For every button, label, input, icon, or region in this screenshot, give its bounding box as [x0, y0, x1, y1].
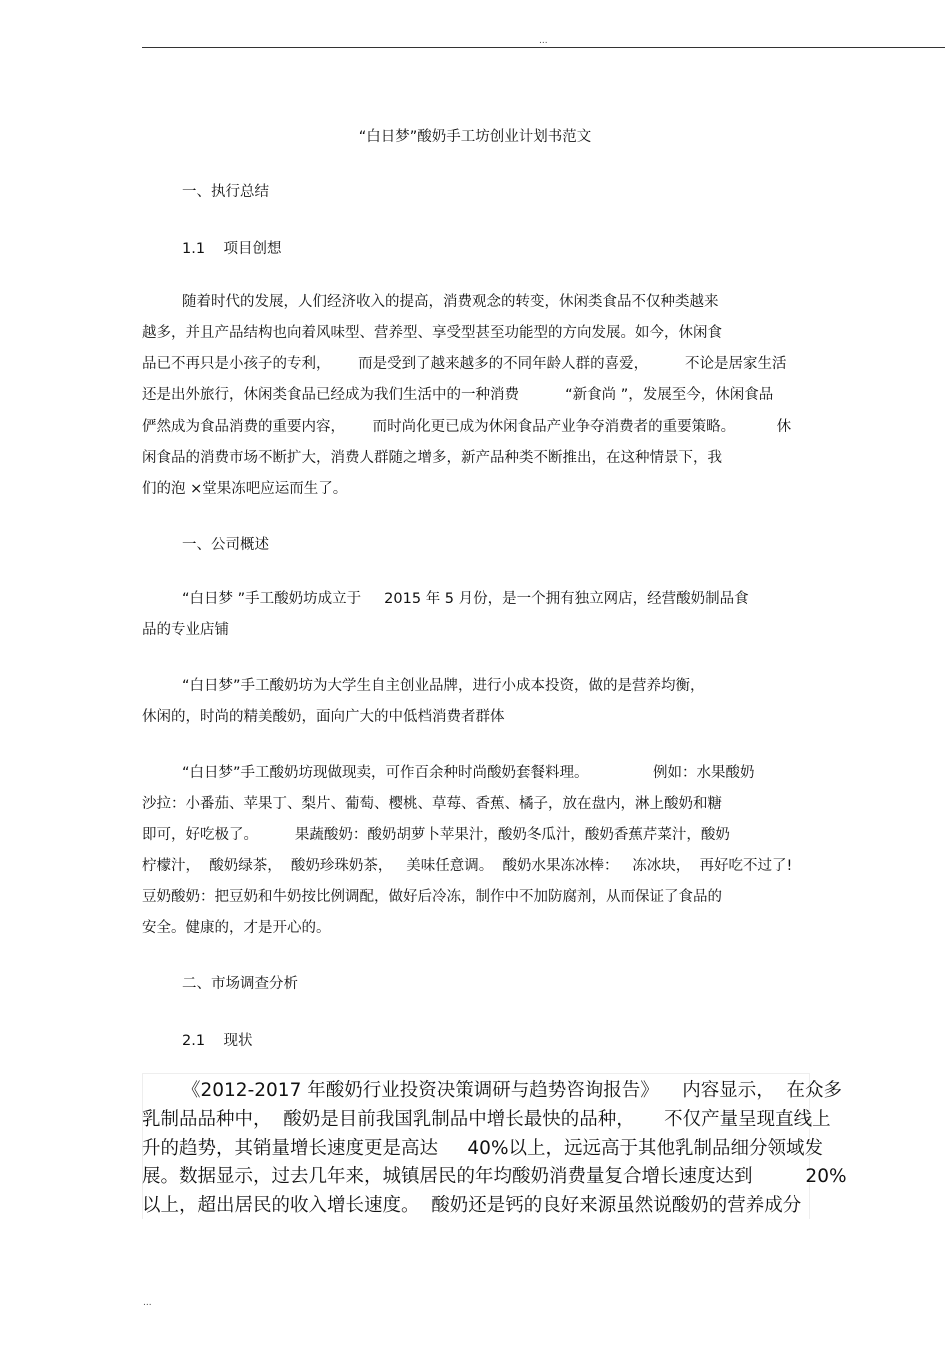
- paragraph-line: 升的趋势，其销量增长速度更是高达 40%以上，远远高于其他乳制品细分领域发: [142, 1138, 824, 1159]
- paragraph-line: “白日梦”手工酸奶坊为大学生自主创业品牌，进行小成本投资，做的是营养均衡，: [182, 678, 705, 694]
- paragraph-line: 还是出外旅行，休闲类食品已经成为我们生活中的一种消费 “新食尚 ”，发展至今，休闲食品: [142, 387, 774, 403]
- section-heading: 一、执行总结: [182, 184, 269, 200]
- paragraph-line: 展。数据显示，过去几年来，城镇居民的年均酸奶消费量复合增长速度达到 20%: [142, 1166, 847, 1187]
- paragraph-line: 闲食品的消费市场不断扩大，消费人群随之增多，新产品种类不断推出，在这种情景下，我: [142, 450, 722, 466]
- subsection-heading: 2.1 现状: [182, 1033, 253, 1049]
- paragraph-line: 《2012-2017 年酸奶行业投资决策调研与趋势咨询报告》 内容显示， 在众多: [182, 1080, 843, 1101]
- paragraph-line: 安全。健康的，才是开心的。: [142, 920, 331, 936]
- paragraph-line: “白日梦 ”手工酸奶坊成立于 2015 年 5 月份，是一个拥有独立网店，经营酸奶制品食: [182, 591, 749, 607]
- paragraph-line: 们的泡 ×堂果冻吧应运而生了。: [142, 481, 348, 497]
- subsection-heading: 1.1 项目创想: [182, 241, 282, 257]
- paragraph-line: 沙拉：小番茄、苹果丁、梨片、葡萄、樱桃、草莓、香蕉、橘子，放在盘内，淋上酸奶和糖: [142, 796, 722, 812]
- paragraph-line: 品已不再只是小孩子的专利， 而是受到了越来越多的不同年龄人群的喜爱， 不论是居家生活: [142, 356, 787, 372]
- header-dots: ...: [539, 36, 548, 46]
- paragraph-line: 以上，超出居民的收入增长速度。 酸奶还是钙的良好来源虽然说酸奶的营养成分: [142, 1195, 802, 1216]
- paragraph-line: 越多，并且产品结构也向着风味型、营养型、享受型甚至功能型的方向发展。如今，休闲食: [142, 325, 722, 341]
- section-heading: 二、市场调查分析: [182, 976, 298, 992]
- paragraph-line: 俨然成为食品消费的重要内容， 而时尚化更已成为休闲食品产业争夺消费者的重要策略。 休: [142, 419, 792, 435]
- paragraph-line: 随着时代的发展，人们经济收入的提高，消费观念的转变，休闲类食品不仅种类越来: [182, 294, 719, 310]
- paragraph-line: 休闲的，时尚的精美酸奶，面向广大的中低档消费者群体: [142, 709, 505, 725]
- document-title: “白日梦”酸奶手工坊创业计划书范文: [358, 129, 592, 145]
- paragraph-line: 乳制品品种中， 酸奶是目前我国乳制品中增长最快的品种， 不仅产量呈现直线上: [142, 1109, 831, 1130]
- paragraph-line: 品的专业店铺: [142, 622, 229, 638]
- paragraph-line: 柠檬汁， 酸奶绿茶， 酸奶珍珠奶茶， 美味任意调。 酸奶水果冻冰棒： 冻冰块， 再好吃不过了!: [142, 858, 793, 874]
- paragraph-line: 豆奶酸奶：把豆奶和牛奶按比例调配，做好后冷冻，制作中不加防腐剂，从而保证了食品的: [142, 889, 722, 905]
- header-rule: [142, 47, 945, 48]
- paragraph-line: 即可，好吃极了。 果蔬酸奶：酸奶胡萝卜苹果汁，酸奶冬瓜汁，酸奶香蕉芹菜汁，酸奶: [142, 827, 730, 843]
- paragraph-line: “白日梦”手工酸奶坊现做现卖，可作百余种时尚酸奶套餐料理。 例如：水果酸奶: [182, 765, 755, 781]
- footer-dots: ...: [143, 1298, 152, 1308]
- section-heading: 一、公司概述: [182, 537, 269, 553]
